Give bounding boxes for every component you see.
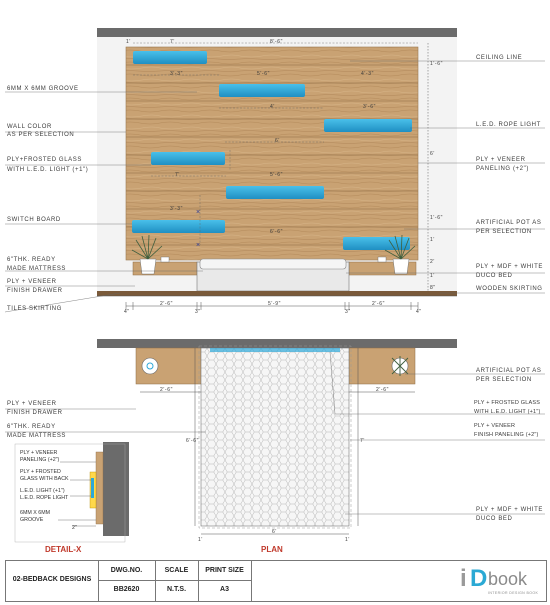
label-tiles-skirting: TILES SKIRTING <box>7 306 62 312</box>
label-led-rope: L.E.D. ROPE LIGHT <box>476 122 541 128</box>
logo-d: D <box>470 565 488 592</box>
detail-label: L.E.D. LIGHT (+1") <box>20 488 65 494</box>
detail-dim: 2" <box>72 525 77 531</box>
led-strip-7 <box>343 237 410 250</box>
detail-label: GLASS WITH BACK <box>20 476 69 482</box>
plan-label-pot-2: PER SELECTION <box>476 377 532 383</box>
plan-label-frosted-2: WITH L.E.D. LIGHT (+1") <box>474 409 541 415</box>
label-duco-bed: PLY + MDF + WHITE <box>476 264 543 270</box>
detail-label: GROOVE <box>20 517 44 523</box>
idbook-logo <box>458 563 540 599</box>
dim-inner: 3'-3" <box>170 206 183 212</box>
dim-inner: 5'-6" <box>270 172 283 178</box>
detail-rope-light <box>91 478 94 498</box>
led-strip-4 <box>151 152 225 165</box>
plan-label-frosted: PLY + FROSTED GLASS <box>474 400 541 406</box>
dim-side: 6' <box>430 151 435 157</box>
detail-label: PANELING (+2") <box>20 457 60 463</box>
label-drawer: PLY + VENEER <box>7 279 57 285</box>
switch-mark: × <box>196 242 201 249</box>
detail-label: PLY + FROSTED <box>20 469 61 475</box>
led-strip-1 <box>133 51 207 64</box>
title-block <box>5 560 547 602</box>
dim-top: 7' <box>170 39 175 45</box>
label-duco-bed-2: DUCO BED <box>476 273 513 279</box>
mattress-elevation <box>200 259 346 269</box>
plan-led-strip <box>210 348 340 352</box>
detail-title: DETAIL-X <box>45 545 82 554</box>
label-wall-color-2: AS PER SELECTION <box>7 132 75 138</box>
plan-label-paneling-2: FINISH PANELING (+2") <box>474 432 539 438</box>
plan-label-mattress: 6"THK. READY <box>7 424 56 430</box>
plan-dim: 6'-6" <box>186 438 199 444</box>
drawing-name: 02-BEDBACK DESIGNS <box>12 576 92 583</box>
label-groove: 6MM X 6MM GROOVE <box>7 86 79 92</box>
label-frosted-glass: PLY+FROSTED GLASS <box>7 157 82 163</box>
ceiling-slab <box>97 28 457 37</box>
plan-dim: 1' <box>345 537 350 543</box>
plan-title: PLAN <box>261 545 283 554</box>
plan-dim: 2'-6" <box>376 387 389 393</box>
dim-bottom: 3" <box>195 309 201 315</box>
dim-inner: 4' <box>270 104 275 110</box>
scale-value: N.T.S. <box>166 586 187 593</box>
label-wall-color: WALL COLOR <box>7 124 52 130</box>
plan-label-duco-bed-2: DUCO BED <box>476 516 513 522</box>
label-frosted-glass-2: WITH L.E.D. LIGHT (+1") <box>7 167 89 173</box>
label-ceiling-line: CEILING LINE <box>476 55 523 61</box>
plan-label-drawer-2: FINISH DRAWER <box>7 410 63 416</box>
label-drawer-2: FINISH DRAWER <box>7 288 63 294</box>
led-strip-3 <box>324 119 412 132</box>
label-switch-board: SWITCH BOARD <box>7 217 61 223</box>
plan-label-drawer: PLY + VENEER <box>7 401 57 407</box>
dim-inner: 3'-3" <box>170 71 183 77</box>
label-wooden-skirting: WOODEN SKIRTING <box>476 286 543 292</box>
led-strip-6 <box>132 220 225 233</box>
dim-side: 1'-6" <box>430 61 443 67</box>
dim-side: 1' <box>430 237 435 243</box>
dim-bottom: 3" <box>345 309 351 315</box>
plan-label-paneling: PLY + VENEER <box>474 423 516 429</box>
detail-veneer <box>96 452 103 524</box>
plan-dim: 6' <box>272 529 277 535</box>
label-mattress-2: MADE MATTRESS <box>7 266 67 272</box>
plan-mattress <box>201 348 349 526</box>
scale-label: SCALE <box>164 567 189 574</box>
label-artificial-pot: ARTIFICIAL POT AS <box>476 220 542 226</box>
plan-pot-left <box>142 358 158 374</box>
plan-dim: 7' <box>360 438 365 444</box>
detail-label: L.E.D. ROPE LIGHT <box>20 495 69 501</box>
led-strip-2 <box>219 84 305 97</box>
floor-skirting <box>97 291 457 296</box>
dim-side: 2' <box>430 259 435 265</box>
plan-label-mattress-2: MADE MATTRESS <box>7 433 67 439</box>
dim-side: 1' <box>430 273 435 279</box>
plan-label-duco-bed: PLY + MDF + WHITE <box>476 507 543 513</box>
logo-book: book <box>488 569 528 589</box>
dim-bottom: 5'-9" <box>268 301 281 307</box>
dim-inner: 4'-3" <box>361 71 374 77</box>
print-size-value: A3 <box>220 586 229 593</box>
label-veneer-panel: PLY + VENEER <box>476 157 526 163</box>
print-size-label: PRINT SIZE <box>205 567 244 574</box>
switch-mark: × <box>196 209 201 216</box>
logo-i: i <box>460 565 467 592</box>
led-strip-5 <box>226 186 324 199</box>
detail-label: PLY + VENEER <box>20 450 58 456</box>
dim-bottom: 2'-6" <box>372 301 385 307</box>
plan-dim: 1' <box>198 537 203 543</box>
plan-wall-slab <box>97 339 457 348</box>
plan-label-pot: ARTIFICIAL POT AS <box>476 368 542 374</box>
dim-inner: 5'-6" <box>257 71 270 77</box>
dim-inner: 3'-6" <box>363 104 376 110</box>
dim-top: 8'-6" <box>270 39 283 45</box>
dim-bottom: 4" <box>124 309 130 315</box>
switch-board <box>378 257 386 262</box>
switch-board <box>161 257 169 262</box>
dim-top: 1' <box>126 39 131 45</box>
dwg-no-label: DWG.NO. <box>110 567 143 574</box>
label-veneer-panel-2: PANELING (+2") <box>476 166 529 172</box>
dwg-no-value: BB2620 <box>113 586 140 593</box>
logo-tagline: INTERIOR DESIGN BOOK <box>488 591 539 595</box>
plan-dim: 2'-6" <box>160 387 173 393</box>
dim-inner: 7' <box>175 172 180 178</box>
dim-inner: 6' <box>275 138 280 144</box>
dim-bottom: 2'-6" <box>160 301 173 307</box>
dim-inner: 6'-6" <box>270 229 283 235</box>
detail-label: 6MM X 6MM <box>20 510 51 516</box>
label-artificial-pot-2: PER SELECTION <box>476 229 532 235</box>
dim-bottom: 4" <box>416 309 422 315</box>
dim-side: 1'-6" <box>430 215 443 221</box>
label-mattress: 6"THK. READY <box>7 257 56 263</box>
dim-side: 8" <box>430 285 436 291</box>
